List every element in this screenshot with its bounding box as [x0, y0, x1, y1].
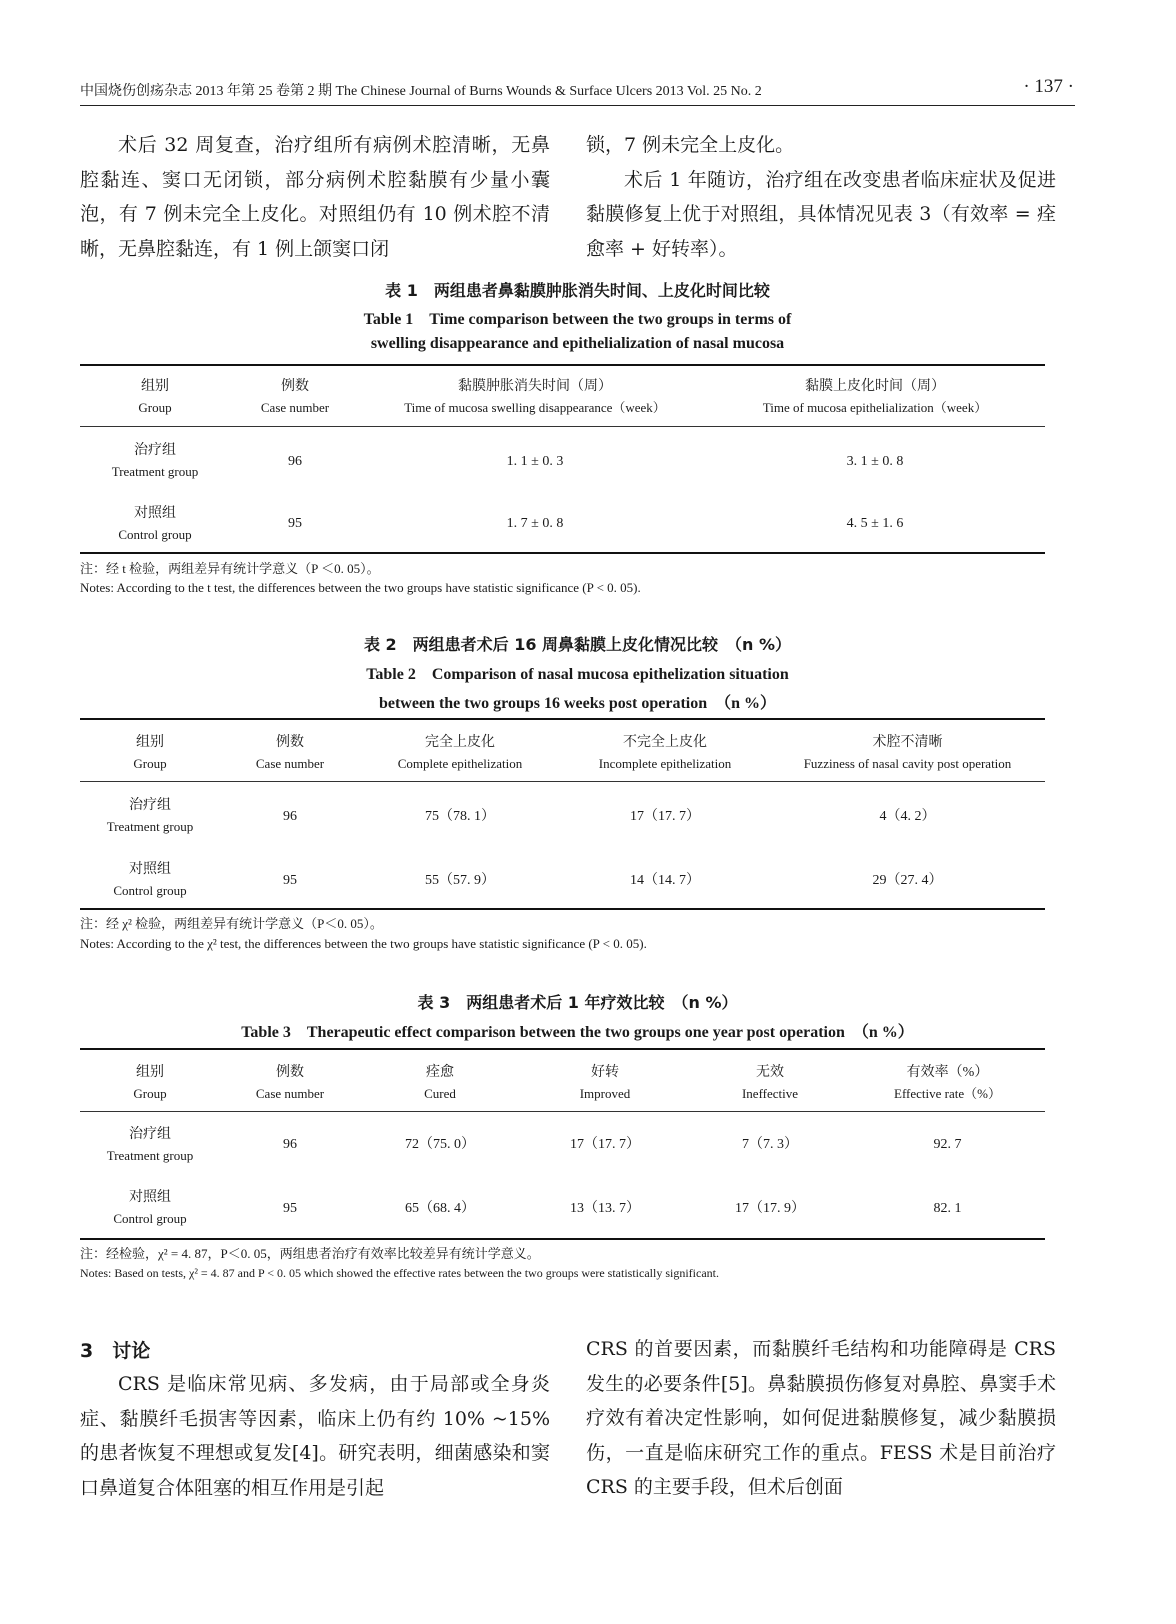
table3-header-cured: 痊愈 Cured: [424, 1065, 456, 1101]
table3-row-treatment-improved: 17（17. 7）: [570, 1137, 640, 1152]
discussion-left-column: [80, 1367, 550, 1505]
running-header: [80, 76, 1080, 102]
table3-header-rule: [80, 1111, 1045, 1112]
table1-header-epith: 黏膜上皮化时间（周） Time of mucosa epithelialization（week）: [762, 379, 988, 415]
table1-header-cases: 例数 Case number: [260, 379, 330, 415]
table2-row-control-fuzzy: 29（27. 4）: [872, 873, 943, 888]
intro-right-paragraph-2: 术后 1 年随访，治疗组在改变患者临床症状及促进黏膜修复上优于对照组，具体情况见表 3（有效率 = 痊愈率 + 好转率）。: [586, 168, 1056, 260]
table1-title-en-2: swelling disappearance and epithelialization of nasal mucosa: [370, 335, 785, 352]
table3-header-rate: 有效率（%） Effective rate（%）: [894, 1065, 1001, 1101]
intro-right-paragraph-1: 锁，7 例未完全上皮化。: [586, 134, 795, 156]
intro-left-column: [80, 128, 550, 266]
table3-row-control-improved: 13（13. 7）: [570, 1201, 640, 1216]
table3-row-treatment-ineffective: 7（7. 3）: [742, 1137, 798, 1152]
table2-bottom-rule: [80, 908, 1045, 910]
table3-title-cn: 表 3 两组患者术后 1 年疗效比较 （n %）: [417, 993, 738, 1012]
table2-title-en-2: between the two groups 16 weeks post operation （n %）: [378, 695, 777, 712]
table2-title-cn: 表 2 两组患者术后 16 周鼻黏膜上皮化情况比较 （n %）: [363, 635, 792, 654]
table2-header-complete: 完全上皮化 Complete epithelization: [397, 735, 523, 771]
table1-row-treatment-group: 治疗组 Treatment group: [111, 443, 199, 479]
table3-row-treatment-rate: 92. 7: [933, 1137, 962, 1152]
table3-bottom-rule: [80, 1238, 1045, 1240]
table3-row-control-rate: 82. 1: [933, 1201, 962, 1216]
intro-left-paragraph: 术后 32 周复查，治疗组所有病例术腔清晰，无鼻腔黏连、窦口无闭锁，部分病例术腔黏膜有少量小囊泡，有 7 例未完全上皮化。对照组仍有 10 例术腔不清晰，无鼻腔黏连，有 1 例上颌窦口闭: [80, 134, 550, 260]
table1-title-cn: 表 1 两组患者鼻黏膜肿胀消失时间、上皮化时间比较: [385, 281, 770, 300]
table1-row-control-swelling: 1. 7 ± 0. 8: [506, 516, 564, 531]
table3-note-cn: 注：经检验，χ² = 4. 87，P＜0. 05，两组患者治疗有效率比较差异有统计学意义。: [80, 1246, 540, 1261]
table1-row-treatment-swelling: 1. 1 ± 0. 3: [506, 454, 564, 469]
discussion-left-paragraph: CRS 是临床常见病、多发病，由于局部或全身炎症、黏膜纤毛损害等因素，临床上仍有约 10% ~15% 的患者恢复不理想或复发[4]。研究表明，细菌感染和窦口鼻道复合体阻塞的相互作用是引起: [80, 1373, 550, 1499]
running-title: 中国烧伤创疡杂志 2013 年第 25 卷第 2 期 The Chinese Journal of Burns Wounds & Surface Ulcers 2013 Vol. 25 No. 2: [80, 84, 762, 99]
table3-row-control-cured: 65（68. 4）: [405, 1201, 475, 1216]
table2-row-control-cases: 95: [283, 873, 297, 888]
table1-note-cn: 注：经 t 检验，两组差异有统计学意义（P ＜0. 05）。: [80, 561, 380, 576]
table2-note-cn: 注：经 χ² 检验，两组差异有统计学意义（P＜0. 05）。: [80, 916, 383, 931]
table3-row-control-cases: 95: [283, 1201, 297, 1216]
table2-header-incomplete: 不完全上皮化 Incomplete epithelization: [598, 735, 732, 771]
table2-header-fuzzy: 术腔不清晰 Fuzziness of nasal cavity post operation: [803, 735, 1012, 771]
discussion-right-paragraph: CRS 的首要因素，而黏膜纤毛结构和功能障碍是 CRS 发生的必要条件[5]。鼻黏膜损伤修复对鼻腔、鼻窦手术疗效有着决定性影响，如何促进黏膜修复，减少黏膜损伤，一直是临床研究工作的重点。FESS 术是目前治疗 CRS 的主要手段，但术后创面: [586, 1338, 1056, 1498]
table3-header-group: 组别 Group: [133, 1065, 167, 1101]
table2-row-control-group: 对照组 Control group: [113, 862, 187, 898]
table3-row-treatment-cured: 72（75. 0）: [405, 1137, 475, 1152]
table3-note-en: Notes: Based on tests, χ² = 4. 87 and P < 0. 05 which showed the effective rates between the two groups were statistically significant.: [80, 1266, 719, 1280]
table1-row-control-group: 对照组 Control group: [118, 506, 192, 542]
table1-row-treatment-cases: 96: [288, 454, 302, 469]
table1-header-rule: [80, 426, 1045, 427]
table1-top-rule: [80, 364, 1045, 366]
intro-right-column: [586, 128, 1056, 266]
table2-row-treatment-incomplete: 17（17. 7）: [630, 809, 700, 824]
table2-header-group: 组别 Group: [133, 735, 167, 771]
table3-row-treatment-cases: 96: [283, 1137, 297, 1152]
table1-bottom-rule: [80, 552, 1045, 554]
table2-row-control-complete: 55（57. 9）: [425, 873, 495, 888]
table2-row-treatment-fuzzy: 4（4. 2）: [879, 809, 936, 824]
table2-header-rule: [80, 781, 1045, 782]
table3-title-en: Table 3 Therapeutic effect comparison between the two groups one year post operation （n %）: [241, 1024, 914, 1041]
table2-row-treatment-complete: 75（78. 1）: [425, 809, 495, 824]
table1-row-treatment-epith: 3. 1 ± 0. 8: [846, 454, 904, 469]
table2-row-treatment-cases: 96: [283, 809, 297, 824]
table1-title-en-1: Table 1 Time comparison between the two groups in terms of: [363, 311, 792, 328]
table1-header-group: 组别 Group: [138, 379, 172, 415]
table2-note-en: Notes: According to the χ² test, the differences between the two groups have statistic significance (P < 0. 05).: [80, 936, 647, 951]
table2-row-control-incomplete: 14（14. 7）: [630, 873, 700, 888]
table3-row-control-group: 对照组 Control group: [113, 1190, 187, 1226]
section-heading: 3 讨论: [80, 1340, 151, 1362]
table2-top-rule: [80, 718, 1045, 720]
table3-header-ineffective: 无效 Ineffective: [741, 1065, 799, 1101]
table1-note-en: Notes: According to the t test, the differences between the two groups have statistic significance (P < 0. 05).: [80, 580, 641, 595]
table3-top-rule: [80, 1048, 1045, 1050]
table2-header-cases: 例数 Case number: [255, 735, 325, 771]
discussion-right-column: [586, 1332, 1056, 1505]
table2-row-treatment-group: 治疗组 Treatment group: [106, 798, 194, 834]
table1-row-control-epith: 4. 5 ± 1. 6: [846, 516, 904, 531]
table3-header-cases: 例数 Case number: [255, 1065, 325, 1101]
table3-row-treatment-group: 治疗组 Treatment group: [106, 1127, 194, 1163]
table1-header-swelling: 黏膜肿胀消失时间（周） Time of mucosa swelling disappearance（week）: [404, 379, 666, 415]
table3-header-improved: 好转 Improved: [579, 1065, 631, 1101]
table2-title-en-1: Table 2 Comparison of nasal mucosa epithelization situation: [366, 666, 789, 683]
page-number: · 137 ·: [1023, 76, 1074, 97]
header-rule: [80, 105, 1075, 106]
table1-row-control-cases: 95: [288, 516, 302, 531]
table3-row-control-ineffective: 17（17. 9）: [735, 1201, 805, 1216]
